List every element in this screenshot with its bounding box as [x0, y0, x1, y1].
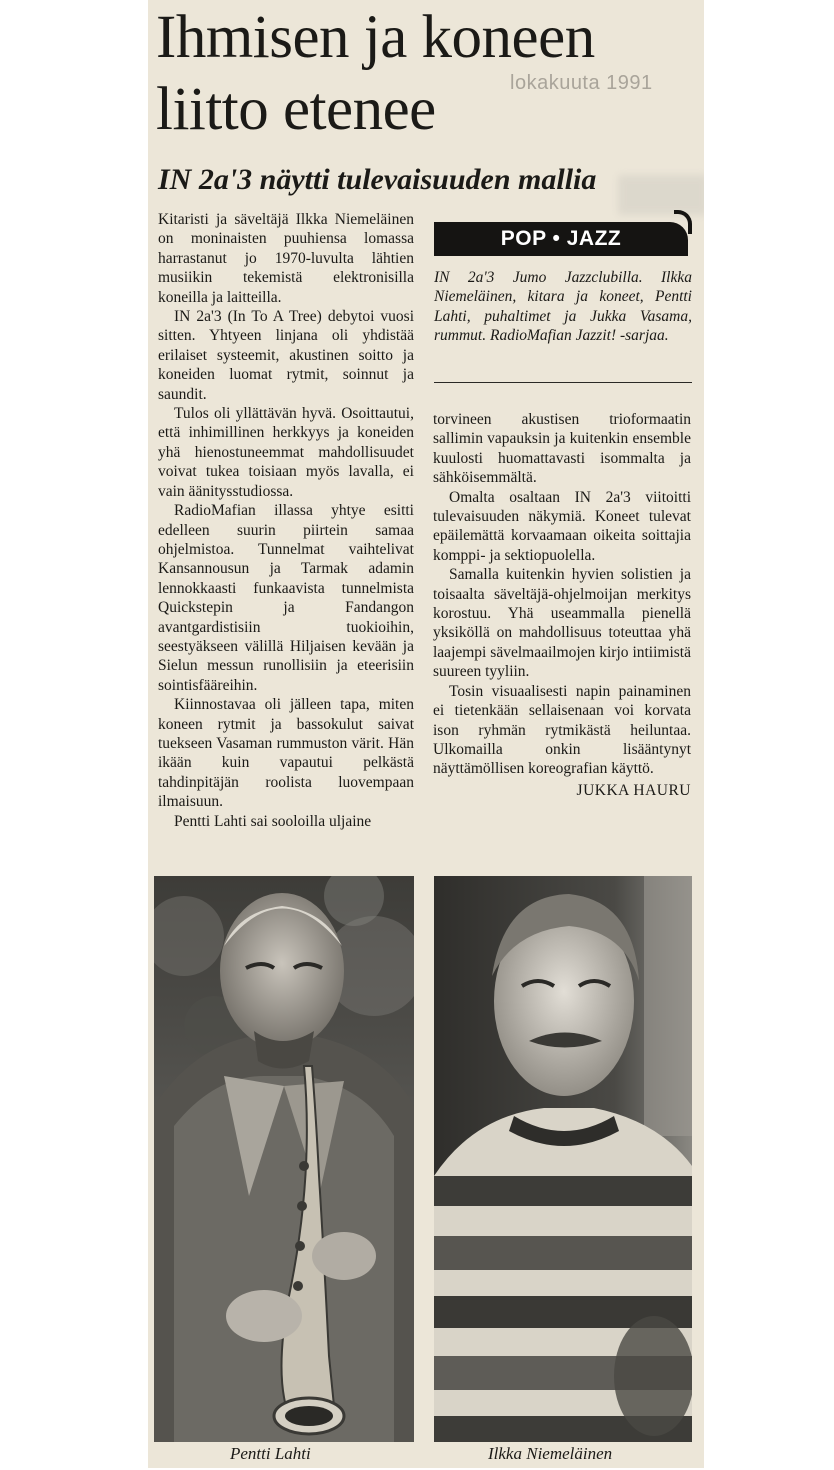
- background-date-fragment: lokakuuta 1991: [510, 72, 653, 94]
- subheadline: IN 2a'3 näytti tulevaisuuden mallia: [158, 163, 597, 196]
- paragraph: Kitaristi ja säveltäjä Ilkka Niemeläinen on moninaisten puuhiensa lomassa harrastanut jo 1970-luvulta lähtien musiikin tekemistä elektronisilla koneilla ja laitteilla.: [158, 211, 414, 306]
- text-column-2: [433, 410, 691, 800]
- paragraph: IN 2a'3 (In To A Tree) debytoi vuosi sitten. Yhtyeen linjana oli yhdistää erilaiset systeemit, akustinen soitto ja koneiden luomat rytmit, soinnut ja saundit.: [158, 308, 414, 403]
- photo-saxophonist: [154, 876, 414, 1442]
- photo-guitarist: [434, 876, 692, 1442]
- saxophonist-illustration: [154, 876, 414, 1442]
- paragraph: Tosin visuaalisesti napin painaminen ei tietenkään sellaisenaan voi korvata ison ryhmän rytmikästä heiluntaa. Ulkomailla onkin lisääntynyt näyttämöllisen koreografian käyttö.: [433, 682, 691, 778]
- paragraph: Kiinnostavaa oli jälleen tapa, miten koneen rytmit ja bassokulut saivat tuekseen Vasaman rummuston värit. Hän ikään kuin vapautui pelkästä tahdinpitäjän roolista luovempaan ilmaisuun.: [158, 696, 414, 811]
- guitarist-illustration: [434, 876, 692, 1442]
- newspaper-clipping: [148, 0, 704, 1468]
- photo-caption: Ilkka Niemeläinen: [488, 1444, 613, 1463]
- paragraph: RadioMafian illassa yhtye esitti edelleen suurin piirtein samaa ohjelmistoa. Tunnelmat vaihtelivat Kansannousun ja Tarmak adamin lennokkaasti funkaavista tunnelmista Quickstepin ja Fandangon avantgardistisiin tuokioihin, seestyäkseen välillä Hiljaisen kevään ja Sielun messun runollisiin ja eteerisiin sointisfääreihin.: [158, 502, 414, 694]
- paragraph: Tulos oli yllättävän hyvä. Osoittautui, että inhimillinen herkkyys ja koneiden yhä hienostuneemmat mahdollisuudet voivat tukea toisiaan myös lavalla, ei vain äänitysstudiossa.: [158, 405, 414, 500]
- text-column-1: [158, 210, 414, 831]
- paragraph: Samalla kuitenkin hyvien solistien ja toisaalta säveltäjä-ohjelmoijan merkitys korostuu. Yhä useammalla pienellä yksiköllä on mahdollisuus toteuttaa yhä laajempi sävelmaailmojen kirjo intiimistä suureen tyyliin.: [433, 566, 691, 681]
- gig-info: IN 2a'3 Jumo Jazzclubilla. Ilkka Niemeläinen, kitara ja koneet, Pentti Lahti, puhaltimet ja Jukka Vasama, rummut. RadioMafian Jazzit! -sarjaa.: [434, 269, 692, 345]
- section-rubric: [434, 210, 692, 258]
- rubric-hook-decoration: [674, 210, 692, 234]
- byline: JUKKA HAURU: [576, 781, 691, 799]
- divider: [434, 382, 692, 383]
- paragraph: torvineen akustisen trioformaatin sallimin vapauksin ja kuitenkin ensemble kuulosti huomattavasti isommalta ja sähköisemmältä.: [433, 411, 691, 487]
- rubric-label: POP • JAZZ: [434, 222, 688, 256]
- photo-caption: Pentti Lahti: [230, 1444, 311, 1463]
- headline: Ihmisen ja koneen liitto etenee: [156, 4, 595, 143]
- paragraph: Pentti Lahti sai sooloilla uljaine: [174, 812, 372, 830]
- paragraph: Omalta osaltaan IN 2a'3 viitoitti tulevaisuuden näkymiä. Koneet tulevat epäilemättä korvaamaan oikeita soittajia komppi- ja sektiopuolella.: [433, 488, 691, 564]
